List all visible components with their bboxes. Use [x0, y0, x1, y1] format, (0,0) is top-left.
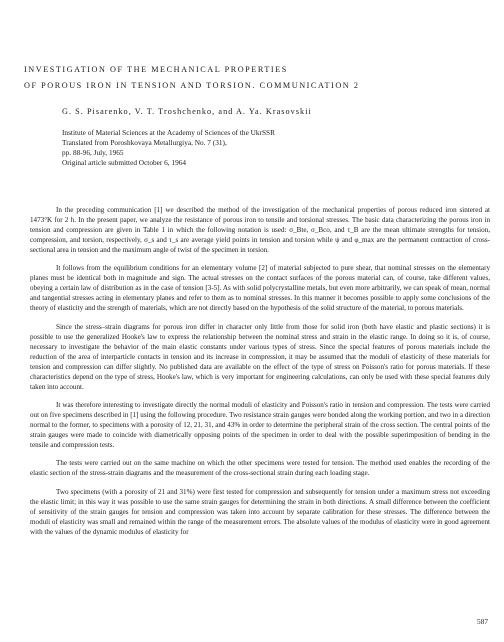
- paragraph-2: It follows from the equilibrium conditions for an elementary volume [2] of material subjected to pure shear, that nominal stresses on the elementary planes must be identical both in magnitude and sign. The actual stresses on the contact surfaces of the porous material can, of course, take different values, obeying a certain law of distribution as in the case of tension [3-5]. As with solid polycrystalline metals, but even more arbitrarily, we can speak of mean, normal and tangential stresses acting in elementary planes and refer to them as to nominal stresses. In this manner it becomes possible to apply some conclusions of the theory of elasticity and the strength of materials, which are not directly based on the hypothesis of the solid structure of the material, to porous materials.: [30, 264, 490, 313]
- translation-source: Translated from Poroshkovaya Metallurgiya, No. 7 (31),: [62, 138, 227, 147]
- submission-date: Original article submitted October 6, 1964: [62, 158, 187, 167]
- authors: G. S. Pisarenko, V. T. Troshchenko, and A. Ya. Krasovskii: [62, 107, 312, 116]
- paragraph-6: Two specimens (with a porosity of 21 and 31%) were first tested for compression and subsequently for tension under a maximum stress not exceeding the elastic limit; in this way it was possible to use the same strain gauges for determining the strain in both directions. A small difference between the coefficient of sensitivity of the strain gauges for tension and compression was taken into account by separate calibration for these stresses. The difference between the moduli of elasticity was small and remained within the range of the measurement errors. The absolute values of the modulus of elasticity were in good agreement with the values of the dynamic modulus of elasticity for: [30, 487, 490, 536]
- article-title: [24, 62, 484, 94]
- page-range: pp. 88-96, July, 1965: [62, 148, 124, 157]
- title-line-2: OF POROUS IRON IN TENSION AND TORSION. COMMUNICATION 2: [24, 81, 360, 90]
- page-number: 587: [477, 617, 488, 626]
- affiliation: Institute of Material Sciences at the Academy of Sciences of the UkrSSR: [62, 128, 275, 137]
- paragraph-1: In the preceding communication [1] we described the method of the investigation of the mechanical properties of porous reduced iron sintered at 1473°K for 2 h. In the present paper, we analyze the resistance of porous iron to tensile and torsional stresses. The basic data characterizing the porous iron in tension and compression are given in Table 1 in which the following notation is used: σ_Bte, σ_Bco, and τ_B are the mean ultimate strengths for tension, compression, and torsion, respectively, σ_s and τ_s are average yield points in tension and torsion while ψ and φ_max are the permanent contraction of cross-sectional area in tension and the maximum angle of twist of the specimen in torsion.: [30, 206, 490, 254]
- paragraph-4: It was therefore interesting to investigate directly the normal moduli of elasticity and Poisson's ratio in tension and compression. The tests were carried out on five specimens described in [1] using the following procedure. Two resistance strain gauges were bonded along the working portion, and two in a direction normal to the former, to specimens with a porosity of 12, 21, 31, and 43% in order to determine the peripheral strain of the cross section. The central points of the strain gauges were made to coincide with diametrically opposing points of the specimen in order to deal with the possible superimposition of bending in the tensile and compression tests.: [30, 400, 490, 449]
- article-body: [30, 206, 490, 546]
- paragraph-5: The tests were carried out on the same machine on which the other specimens were tested for tension. The method used enables the recording of the elastic section of the stress-strain diagrams and the measurement of the cross-sectional strain during each loading stage.: [30, 459, 490, 478]
- title-line-1: INVESTIGATION OF THE MECHANICAL PROPERTIES: [24, 65, 288, 74]
- article-meta: [62, 128, 275, 168]
- paragraph-3: Since the stress–strain diagrams for porous iron differ in character only little from those for solid iron (both have elastic and plastic sections) it is possible to use the generalized Hooke's law to express the relationship between the nominal stress and strain in the elastic range. In doing so it is, of course, necessary to investigate the behavior of the main elastic constants under various types of stress. Since the special features of porous materials include the reduction of the area of interparticle contacts in tension and its increase in compression, it may be assumed that the moduli of elasticity of these materials for tension and compression can differ slightly. No published data are available on the effect of the type of stress on Poisson's ratio for porous materials. If these characteristics depend on the type of stress, Hooke's law, which is very important for engineering calculations, can only be used with these special features duly taken into account.: [30, 322, 490, 391]
